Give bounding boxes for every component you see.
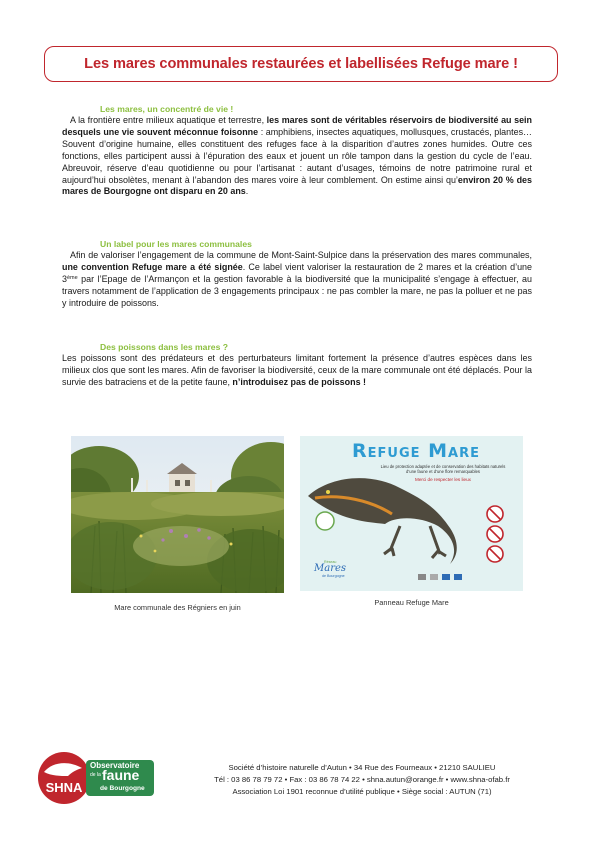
panel-line-2: Merci de respecter les lieux [415,477,471,482]
section-heading: Des poissons dans les mares ? [100,342,229,352]
logo-de-bourgogne: de Bourgogne [100,785,145,792]
pond-photo-illustration [71,436,284,593]
footer-contact-text: Tél : 03 86 78 79 72 • Fax : 03 86 78 74 22 • shna.autun@orange.fr • www.shna-ofab.fr [214,775,510,784]
footer-association: Association Loi 1901 reconnue d’utilité publique • Siège social : AUTUN (71) [232,787,492,796]
logo-de-la: de la [90,772,101,778]
left-photo-caption: Mare communale des Régniers en juin [114,603,241,612]
section-poissons [62,342,532,389]
logo-acronym: SHNA [45,780,83,795]
panel-line-1: Lieu de protection adaptée et de conservation des habitats naturels d’une faune et d’une flore remarquables [380,464,506,475]
page-title: Les mares communales restaurées et labellisées Refuge mare ! [84,56,518,72]
section-paragraph: Les poissons sont des prédateurs et des perturbateurs limitant fortement la présence d’autres espèces dans les milieux clos que sont les mares. Afin de favoriser la biodiversité, ceux de la mare communale ont été déplacés. Pour la survie des batraciens et de la petite faune, n’introduisez pas de poissons ! [62,353,532,387]
shna-logo [38,752,158,804]
section-label-mares [62,239,532,310]
shna-logo-icon [38,752,158,804]
refuge-mare-panel-photo [300,436,523,591]
logo-faune: faune [102,767,140,783]
section-paragraph: Afin de valoriser l’engagement de la commune de Mont-Saint-Sulpice dans la préservation des mares communales, une convention Refuge mare a été signée. Ce label vient valoriser la restauration de 2 mares et la création d’une 3ème par l’Epage de l’Armançon et la gestion favorable à la biodiversité que la municipalité s’engage à effectuer, au travers notamment de l’application de 3 engagements principaux : ne pas combler la mare, ne pas la polluer et ne pas y introduire de poissons. [62,250,532,308]
panel-title: Refuge Mare [352,440,480,462]
prohibition-icons [487,506,503,562]
section-concentre-de-vie [62,104,532,198]
mares-badge: Réseau Mares de Bourgogne [314,560,347,578]
page-title-box [44,46,558,82]
section-heading: Les mares, un concentré de vie ! [100,104,234,114]
right-photo-caption: Panneau Refuge Mare [374,598,449,607]
section-heading: Un label pour les mares communales [100,239,252,249]
footer-contact [174,774,550,786]
logo-observatoire: Observatoire [90,761,140,770]
pond-photo [71,436,284,593]
section-paragraph: A la frontière entre milieux aquatique et terrestre, les mares sont de véritables réservoirs de biodiversité au sein desquels une vie souvent méconnue foisonne : amphibiens, insectes aquatiques, mollusques, crustacés, plantes… Souvent d’origine humaine, elles constituent des refuges face à la disparition d’autres zones humides. Outre ces fonctions, elles participent aussi à l’épuration des eaux et jouent un rôle tampon dans la gestion du cycle de l’eau. Abreuvoir, réserve d’eau quotidienne ou pour l’artisanat : autant d’usages, témoins de notre patrimoine rural et aujourd’hui obsolètes, menant à l’abandon des mares voire à leur comblement. On estime ainsi qu’environ 20 % des mares de Bourgogne ont disparu en 20 ans. [62,115,532,197]
footer-address: Société d’histoire naturelle d’Autun • 34 Rue des Fourneaux • 21210 SAULIEU [228,763,496,772]
